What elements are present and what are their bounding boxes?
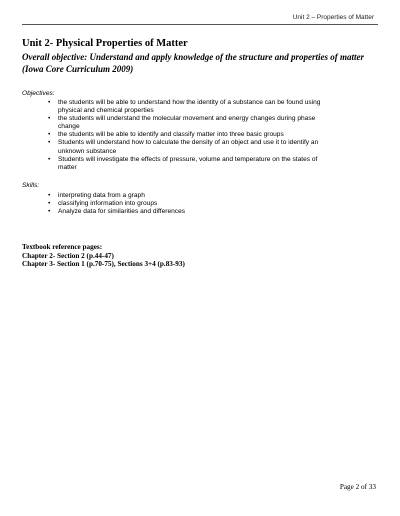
skill-text: Analyze data for similarities and differences <box>58 208 186 216</box>
objective-item <box>0 139 325 155</box>
objective-text: the students will be able to identify and classify matter into three basic groups <box>58 131 284 139</box>
objectives-list <box>0 99 325 172</box>
unit-title: Unit 2- Physical Properties of Matter <box>22 38 188 49</box>
skills-list <box>0 192 325 216</box>
bullet-icon: • <box>48 131 51 139</box>
bullet-icon: • <box>48 155 51 163</box>
objective-text: Students will investigate the effects of pressure, volume and temperature on the states of matter <box>58 155 318 171</box>
header-divider <box>22 24 378 25</box>
references-heading: Textbook reference pages: <box>22 243 103 251</box>
skill-item <box>0 200 325 208</box>
objective-item <box>0 99 325 115</box>
bullet-icon: • <box>48 208 51 216</box>
bullet-icon: • <box>48 139 51 147</box>
objective-text: the students will be able to understand how the identity of a substance can be found using physical and chemical properties <box>58 99 321 115</box>
objective-item <box>0 131 325 139</box>
bullet-icon: • <box>48 115 51 123</box>
skill-item <box>0 208 325 216</box>
objectives-label: Objectives: <box>22 90 55 97</box>
bullet-icon: • <box>48 192 51 199</box>
overall-objective: Overall objective: Understand and apply knowledge of the structure and properties of matter (Iowa Core Curriculum 2009) <box>22 52 364 74</box>
objective-item <box>0 156 325 172</box>
objective-text: the students will understand the molecular movement and energy changes during phase change <box>58 115 316 131</box>
reference-line: Chapter 3- Section 1 (p.70-75), Sections 3+4 (p.83-93) <box>22 260 185 269</box>
skills-label: Skills: <box>22 182 40 189</box>
textbook-references <box>22 243 185 269</box>
objective-item <box>0 115 325 131</box>
bullet-icon: • <box>48 200 51 208</box>
skill-item <box>0 192 325 200</box>
page-number: Page 2 of 33 <box>339 483 376 491</box>
running-header: Unit 2 – Properties of Matter <box>292 14 374 21</box>
bullet-icon: • <box>48 99 51 106</box>
skill-text: interpreting data from a graph <box>58 192 145 199</box>
reference-line: Chapter 2- Section 2 (p.44-47) <box>22 251 114 260</box>
skill-text: classifying information into groups <box>58 200 158 208</box>
objective-text: Students will understand how to calculate the density of an object and use it to identify an unknown substance <box>58 139 319 155</box>
